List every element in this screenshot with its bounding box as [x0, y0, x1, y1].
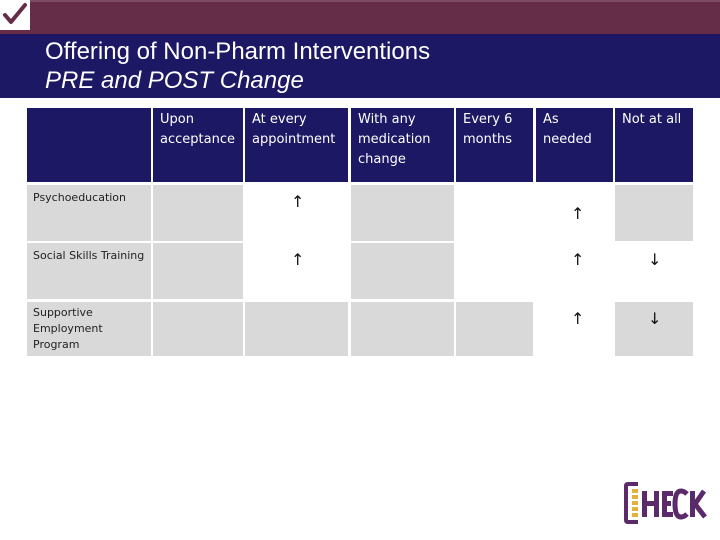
table-corner-cell	[27, 108, 151, 182]
table-cell	[153, 243, 243, 299]
col-header-not-at-all: Not at all	[615, 108, 693, 182]
arrow-up-icon: ↑	[291, 250, 305, 269]
col-header-as-needed: As needed	[536, 108, 613, 182]
table-cell	[351, 302, 454, 356]
row-label-social-skills: Social Skills Training	[27, 243, 151, 299]
table-cell	[245, 302, 348, 356]
row-label-supportive-employment: Supportive Employment Program	[27, 302, 151, 356]
table-cell	[351, 185, 454, 241]
arrow-up-icon: ↑	[571, 309, 585, 328]
table-cell	[456, 185, 533, 241]
arrow-up-icon: ↑	[571, 204, 585, 223]
top-bar-highlight	[30, 0, 720, 2]
arrow-up-icon: ↑	[571, 250, 585, 269]
col-header-every-appointment: At every appointment	[245, 108, 348, 182]
col-header-every-6-months: Every 6 months	[456, 108, 533, 182]
checkmark-icon	[0, 0, 30, 30]
arrow-down-icon: ↓	[648, 250, 662, 269]
table-cell	[456, 243, 533, 299]
table-cell	[153, 185, 243, 241]
col-header-medication-change: With any medication change	[351, 108, 454, 182]
arrow-up-icon: ↑	[291, 192, 305, 211]
table-cell	[153, 302, 243, 356]
table-cell	[456, 302, 533, 356]
table-cell	[351, 243, 454, 299]
slide-title: Offering of Non-Pharm Interventions	[45, 38, 431, 65]
arrow-down-icon: ↓	[648, 309, 662, 328]
table-cell	[615, 185, 693, 241]
col-header-upon-acceptance: Upon acceptance	[153, 108, 243, 182]
check-logo	[624, 481, 708, 525]
slide-subtitle: PRE and POST Change	[45, 67, 304, 94]
row-label-psychoeducation: Psychoeducation	[27, 185, 151, 241]
top-bar	[0, 0, 720, 34]
